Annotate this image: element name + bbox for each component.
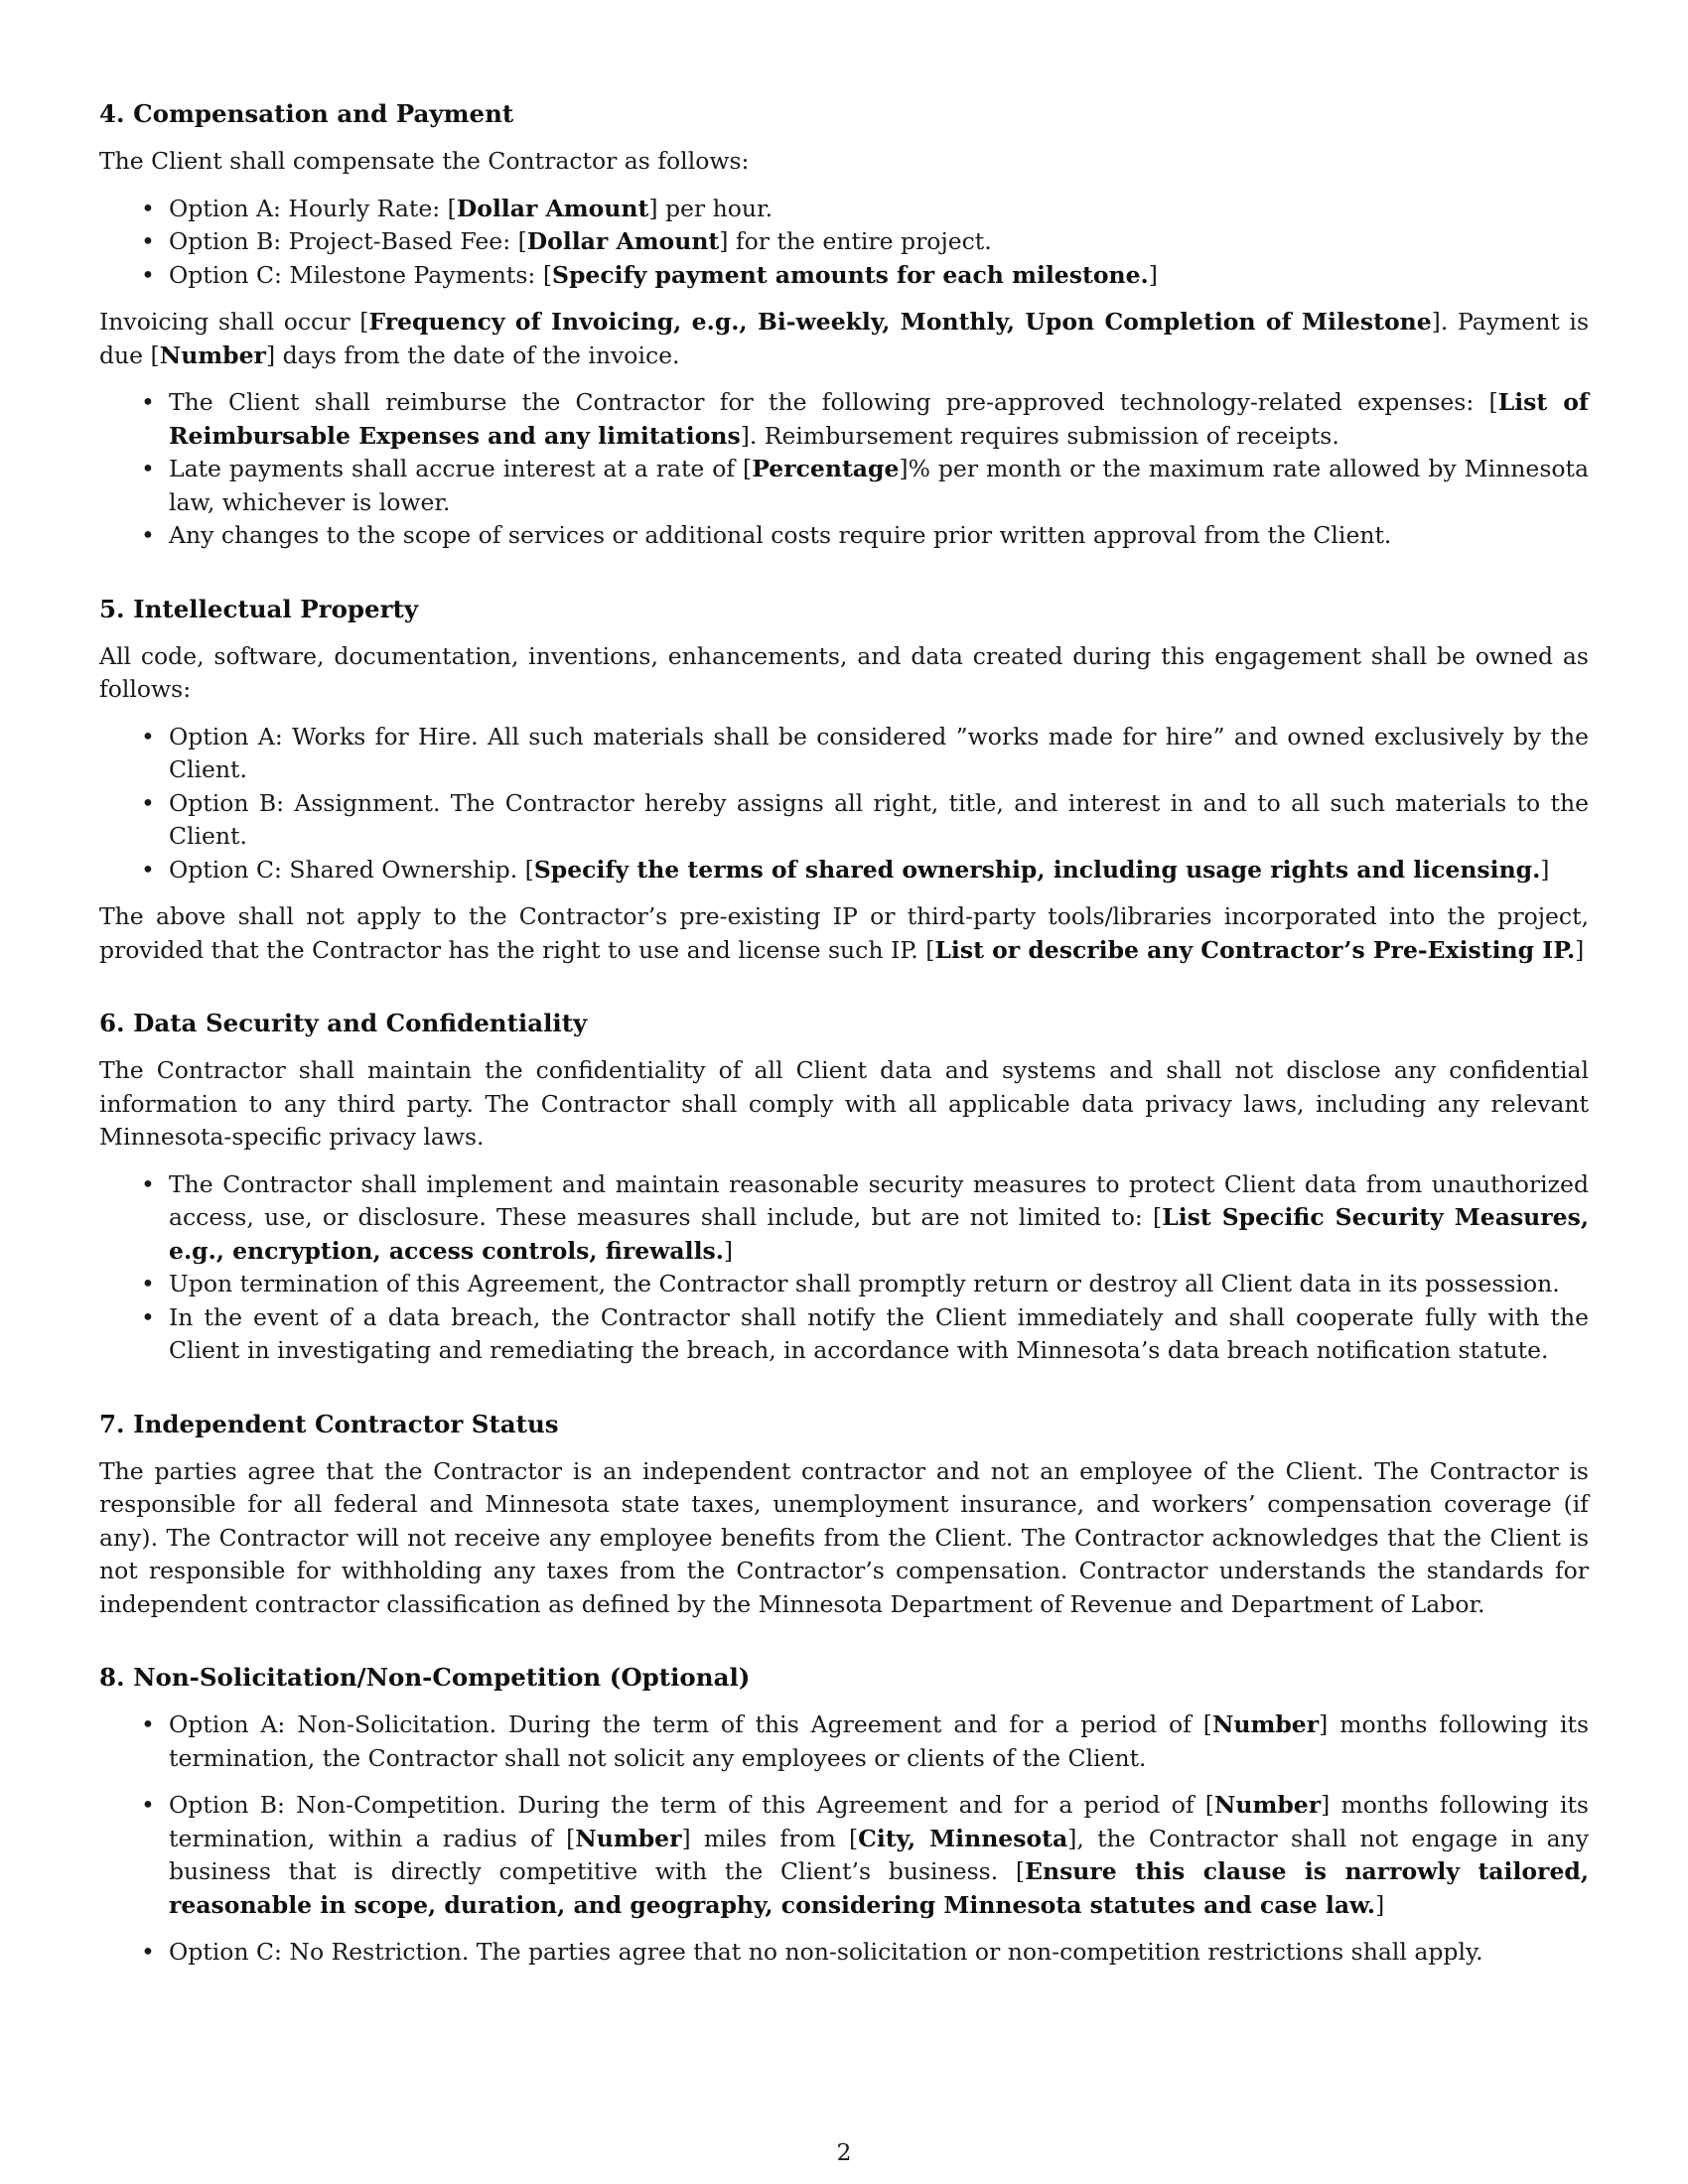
list-item: • Option B: Non-Competition. During the term of this Agreement and for a period of [Number] months following its termination, within a radius of [Number] miles from [City, Minnesota], the Contractor shall not engage in any business that is directly competitive with the Client’s business. [Ensure this clause is narrowly tailored, reasonable in scope, duration, and geography, considering Minnesota statutes and case law.] [99, 1789, 1589, 1922]
list-item: • In the event of a data breach, the Contractor shall notify the Client immediately and shall cooperate fully with the Client in investigating and remediating the breach, in accordance with Minnesota’s data breach notification statute. [99, 1301, 1589, 1368]
list-item: • Option A: Hourly Rate: [Dollar Amount] per hour. [99, 193, 1589, 226]
bullet-list [99, 1708, 1589, 1970]
paragraph: The Client shall compensate the Contractor as follows: [99, 147, 750, 175]
list-item: • Late payments shall accrue interest at a rate of [Percentage]% per month or the maximum rate allowed by Minnesota law, whichever is lower. [99, 453, 1589, 519]
paragraph: The above shall not apply to the Contractor’s pre-existing IP or third-party tools/libraries incorporated into the project, provided that the Contractor has the right to use and license such IP. [List or describe any Contractor’s Pre-Existing IP.] [99, 902, 1589, 964]
section-heading: 8. Non-Solicitation/Non-Competition (Optional) [99, 1663, 751, 1692]
list-item: • Option A: Works for Hire. All such materials shall be considered ”works made for hire” and owned exclusively by the Client. [99, 721, 1589, 787]
paragraph: All code, software, documentation, inventions, enhancements, and data created during this engagement shall be owned as follows: [99, 641, 1589, 703]
list-item: • Option C: No Restriction. The parties agree that no non-solicitation or non-competition restrictions shall apply. [99, 1936, 1589, 1970]
document-page [99, 97, 1589, 1983]
section-heading: 4. Compensation and Payment [99, 99, 514, 128]
paragraph: Invoicing shall occur [Frequency of Invoicing, e.g., Bi-weekly, Monthly, Upon Completion of Milestone]. Payment is due [Number] days from the date of the invoice. [99, 308, 1589, 369]
section-intellectual-property [99, 593, 1589, 968]
list-item: • Option C: Shared Ownership. [Specify the terms of shared ownership, including usage rights and licensing.] [99, 854, 1589, 887]
bullet-list [99, 1168, 1589, 1368]
list-item: • Option B: Assignment. The Contractor hereby assigns all right, title, and interest in and to all such materials to the Client. [99, 787, 1589, 854]
list-item: • Option C: Milestone Payments: [Specify payment amounts for each milestone.] [99, 259, 1589, 293]
paragraph: The Contractor shall maintain the confidentiality of all Client data and systems and shall not disclose any confidential information to any third party. The Contractor shall comply with all applicable data privacy laws, including any relevant Minnesota-specific privacy laws. [99, 1056, 1589, 1151]
bullet-list [99, 386, 1589, 553]
section-data-security [99, 1007, 1589, 1368]
section-compensation [99, 97, 1589, 553]
list-item: • Any changes to the scope of services or additional costs require prior written approval from the Client. [99, 519, 1589, 553]
paragraph: The parties agree that the Contractor is an independent contractor and not an employee of the Client. The Contractor is responsible for all federal and Minnesota state taxes, unemployment insurance, and workers’ compensation coverage (if any). The Contractor will not receive any employee benefits from the Client. The Contractor acknowledges that the Client is not responsible for withholding any taxes from the Contractor’s compensation. Contractor understands the standards for independent contractor classification as defined by the Minnesota Department of Revenue and Department of Labor. [99, 1456, 1589, 1618]
section-non-solicitation [99, 1661, 1589, 1970]
page-number: 2 [836, 2138, 852, 2166]
list-item: • Option A: Non-Solicitation. During the term of this Agreement and for a period of [Number] months following its termination, the Contractor shall not solicit any employees or clients of the Client. [99, 1708, 1589, 1775]
section-independent-contractor [99, 1408, 1589, 1622]
section-heading: 5. Intellectual Property [99, 594, 419, 623]
list-item: • The Contractor shall implement and maintain reasonable security measures to protect Client data from unauthorized access, use, or disclosure. These measures shall include, but are not limited to: [List Specific Security Measures, e.g., encryption, access controls, firewalls.] [99, 1168, 1589, 1269]
list-item: • The Client shall reimburse the Contractor for the following pre-approved technology-related expenses: [List of Reimbursable Expenses and any limitations]. Reimbursement requires submission of receipts. [99, 386, 1589, 453]
list-item: • Option B: Project-Based Fee: [Dollar Amount] for the entire project. [99, 225, 1589, 259]
section-heading: 7. Independent Contractor Status [99, 1409, 559, 1438]
section-heading: 6. Data Security and Confidentiality [99, 1009, 588, 1037]
bullet-list [99, 721, 1589, 887]
list-item: • Upon termination of this Agreement, the Contractor shall promptly return or destroy all Client data in its possession. [99, 1268, 1589, 1301]
bullet-list [99, 193, 1589, 293]
